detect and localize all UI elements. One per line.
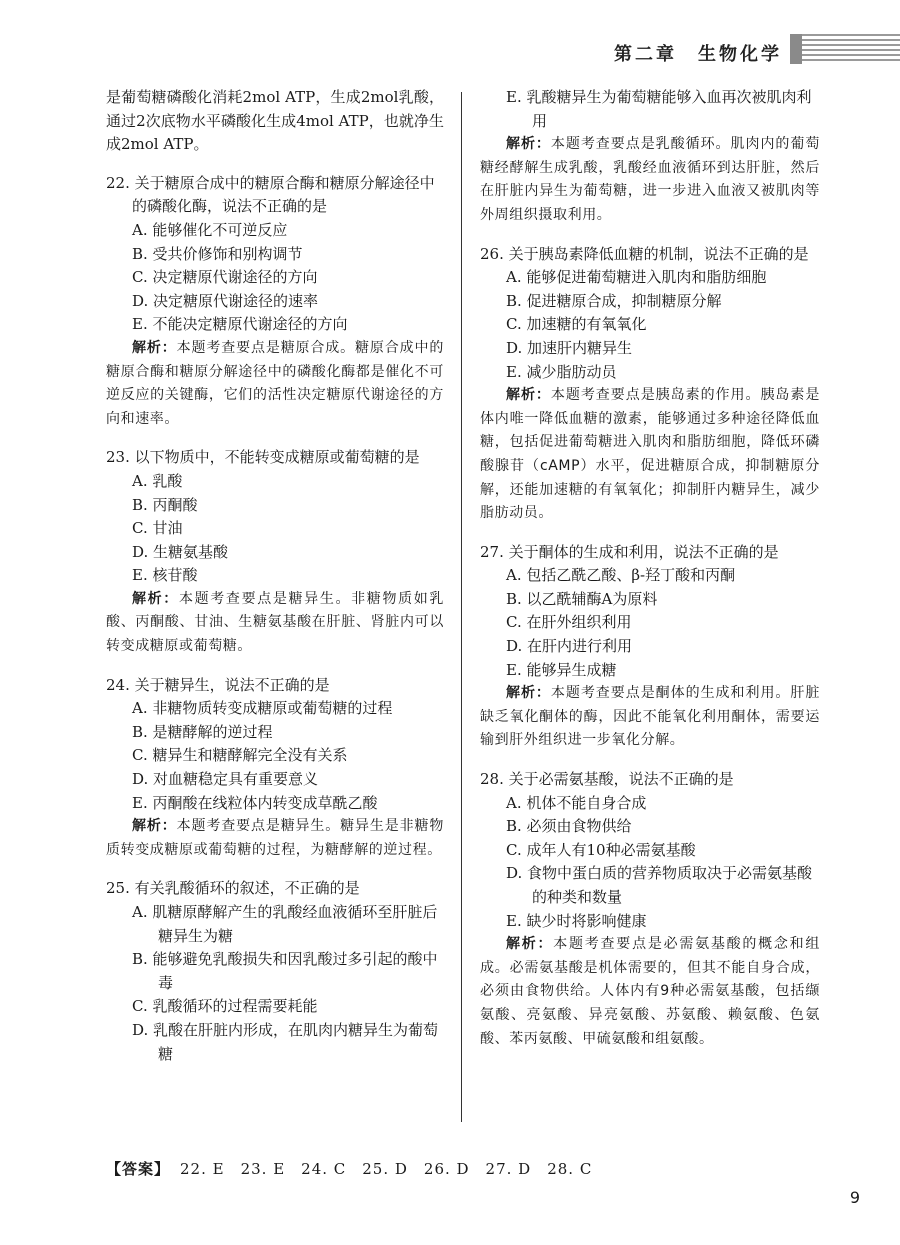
header-decoration-stripes [802, 34, 900, 64]
question-27 [480, 541, 820, 753]
explanation-label: 解析： [506, 387, 551, 404]
explanation-label: 解析： [132, 339, 177, 356]
option-a: A. 能够催化不可逆反应 [132, 220, 288, 239]
option-c: C. 甘油 [132, 519, 183, 538]
option-c: C. 加速糖的有氧氧化 [506, 315, 647, 334]
option-a: A. 包括乙酰乙酸、β-羟丁酸和丙酮 [506, 566, 736, 585]
page-header [0, 30, 900, 70]
chapter-title: 第二章 生物化学 [614, 44, 782, 65]
question-23 [106, 446, 444, 658]
option-d: D. 对血糖稳定具有重要意义 [132, 770, 319, 789]
option-e: E. 不能决定糖原代谢途径的方向 [132, 315, 348, 334]
explanation-text: 本题考查要点是糖异生。糖异生是非糖物质转变成糖原或葡萄糖的过程，为糖酵解的逆过程。 [106, 818, 444, 858]
option-e: E. 乳酸糖异生为葡萄糖能够入血再次被肌肉利用 [506, 88, 812, 130]
option-b: B. 是糖酵解的逆过程 [132, 722, 273, 741]
option-b: B. 受共价修饰和别构调节 [132, 244, 303, 263]
question-stem: 22. 关于糖原合成中的糖原合酶和糖原分解途径中的磷酸化酶，说法不正确的是 [106, 173, 435, 216]
option-b: B. 必须由食物供给 [506, 817, 632, 836]
explanation [106, 337, 444, 431]
explanation [480, 384, 820, 526]
explanation-label: 解析： [132, 590, 179, 607]
question-stem: 27. 关于酮体的生成和利用，说法不正确的是 [480, 542, 779, 561]
question-28 [480, 768, 820, 1051]
option-b: B. 丙酮酸 [132, 495, 198, 514]
question-stem: 25. 有关乳酸循环的叙述，不正确的是 [106, 879, 360, 898]
explanation-text: 本题考查要点是胰岛素的作用。胰岛素是体内唯一降低血糖的激素，能够通过多种途径降低血糖，包括促进葡萄糖进入肌肉和脂肪细胞，降低环磷酸腺苷（cAMP）水平，促进糖原合成，抑制糖原分解，还能加速糖的有氧氧化；抑制肝内糖异生，减少脂肪动员。 [480, 387, 820, 522]
option-a: A. 乳酸 [132, 471, 183, 490]
explanation-text: 本题考查要点是糖异生。非糖物质如乳酸、丙酮酸、甘油、生糖氨基酸在肝脏、肾脏内可以转变成糖原或葡萄糖。 [106, 590, 444, 655]
option-a: A. 肌糖原酵解产生的乳酸经血液循环至肝脏后糖异生为糖 [132, 903, 438, 945]
explanation-text: 本题考查要点是乳酸循环。肌肉内的葡萄糖经酵解生成乳酸，乳酸经血液循环到达肝脏，然后在肝脏内异生为葡萄糖，进一步进入血液又被肌肉等外周组织摄取利用。 [480, 136, 820, 223]
explanation-text: 本题考查要点是糖原合成。糖原合成中的糖原合酶和糖原分解途径中的磷酸化酶都是催化不可逆反应的关键酶，它们的活性决定糖原代谢途径的方向和速率。 [106, 339, 444, 427]
carry-over-paragraph: 是葡萄糖磷酸化消耗2mol ATP，生成2mol乳酸，通过2次底物水平磷酸化生成4mol ATP，也就净生成2mol ATP。 [106, 88, 444, 154]
option-a: A. 非糖物质转变成糖原或葡萄糖的过程 [132, 699, 393, 718]
question-stem: 23. 以下物质中，不能转变成糖原或葡萄糖的是 [106, 448, 420, 467]
option-b: B. 以乙酰辅酶A为原料 [506, 589, 658, 608]
option-d: D. 加速肝内糖异生 [506, 338, 633, 357]
explanation [480, 133, 820, 227]
question-stem: 26. 关于胰岛素降低血糖的机制，说法不正确的是 [480, 244, 809, 263]
answer-key [106, 1158, 826, 1179]
option-a: A. 机体不能自身合成 [506, 793, 647, 812]
explanation [480, 933, 820, 1051]
question-26 [480, 243, 820, 526]
page-number: 9 [849, 1188, 860, 1207]
question-25 [106, 877, 444, 1066]
option-d: D. 食物中蛋白质的营养物质取决于必需氨基酸的种类和数量 [506, 864, 813, 906]
explanation [480, 682, 820, 753]
option-d: D. 决定糖原代谢途径的速率 [132, 291, 319, 310]
option-e: E. 能够异生成糖 [506, 660, 617, 679]
option-d: D. 乳酸在肝脏内形成，在肌肉内糖异生为葡萄糖 [132, 1020, 439, 1063]
option-c: C. 决定糖原代谢途径的方向 [132, 268, 318, 287]
explanation-label: 解析： [506, 136, 551, 153]
right-column [480, 86, 820, 1066]
option-d: D. 在肝内进行利用 [506, 637, 633, 656]
option-c: C. 成年人有10种必需氨基酸 [506, 840, 696, 859]
answer-key-text: 22. E 23. E 24. C 25. D 26. D 27. D 28. C [180, 1160, 593, 1178]
option-c: C. 在肝外组织利用 [506, 613, 632, 632]
question-stem: 24. 关于糖异生，说法不正确的是 [106, 675, 330, 694]
answer-key-label: 【答案】 [106, 1160, 171, 1178]
left-column [106, 86, 444, 1081]
option-b: B. 能够避免乳酸损失和因乳酸过多引起的酸中毒 [132, 950, 438, 992]
explanation-text: 本题考查要点是酮体的生成和利用。肝脏缺乏氧化酮体的酶，因此不能氧化利用酮体，需要运输到肝外组织进一步氧化分解。 [480, 685, 820, 749]
question-22 [106, 172, 444, 432]
explanation-label: 解析： [506, 936, 554, 953]
question-25-continued [480, 86, 820, 228]
option-e: E. 缺少时将影响健康 [506, 911, 647, 930]
column-divider [461, 92, 462, 1122]
option-e: E. 丙酮酸在线粒体内转变成草酰乙酸 [132, 793, 378, 812]
explanation-text: 本题考查要点是必需氨基酸的概念和组成。必需氨基酸是机体需要的，但其不能自身合成，必须由食物供给。人体内有9种必需氨基酸，包括缬氨酸、亮氨酸、异亮氨酸、苏氨酸、赖氨酸、色氨酸、苯丙氨酸、甲硫氨酸和组氨酸。 [480, 936, 820, 1047]
option-e: E. 减少脂肪动员 [506, 362, 617, 381]
question-stem: 28. 关于必需氨基酸，说法不正确的是 [480, 770, 734, 789]
option-b: B. 促进糖原合成，抑制糖原分解 [506, 291, 722, 310]
option-c: C. 糖异生和糖酵解完全没有关系 [132, 746, 348, 765]
option-e: E. 核苷酸 [132, 566, 198, 585]
option-a: A. 能够促进葡萄糖进入肌肉和脂肪细胞 [506, 268, 767, 287]
explanation [106, 815, 444, 862]
explanation-label: 解析： [132, 818, 177, 835]
explanation [106, 588, 444, 659]
question-24 [106, 674, 444, 863]
option-c: C. 乳酸循环的过程需要耗能 [132, 997, 318, 1016]
explanation-label: 解析： [506, 685, 551, 702]
option-d: D. 生糖氨基酸 [132, 542, 229, 561]
